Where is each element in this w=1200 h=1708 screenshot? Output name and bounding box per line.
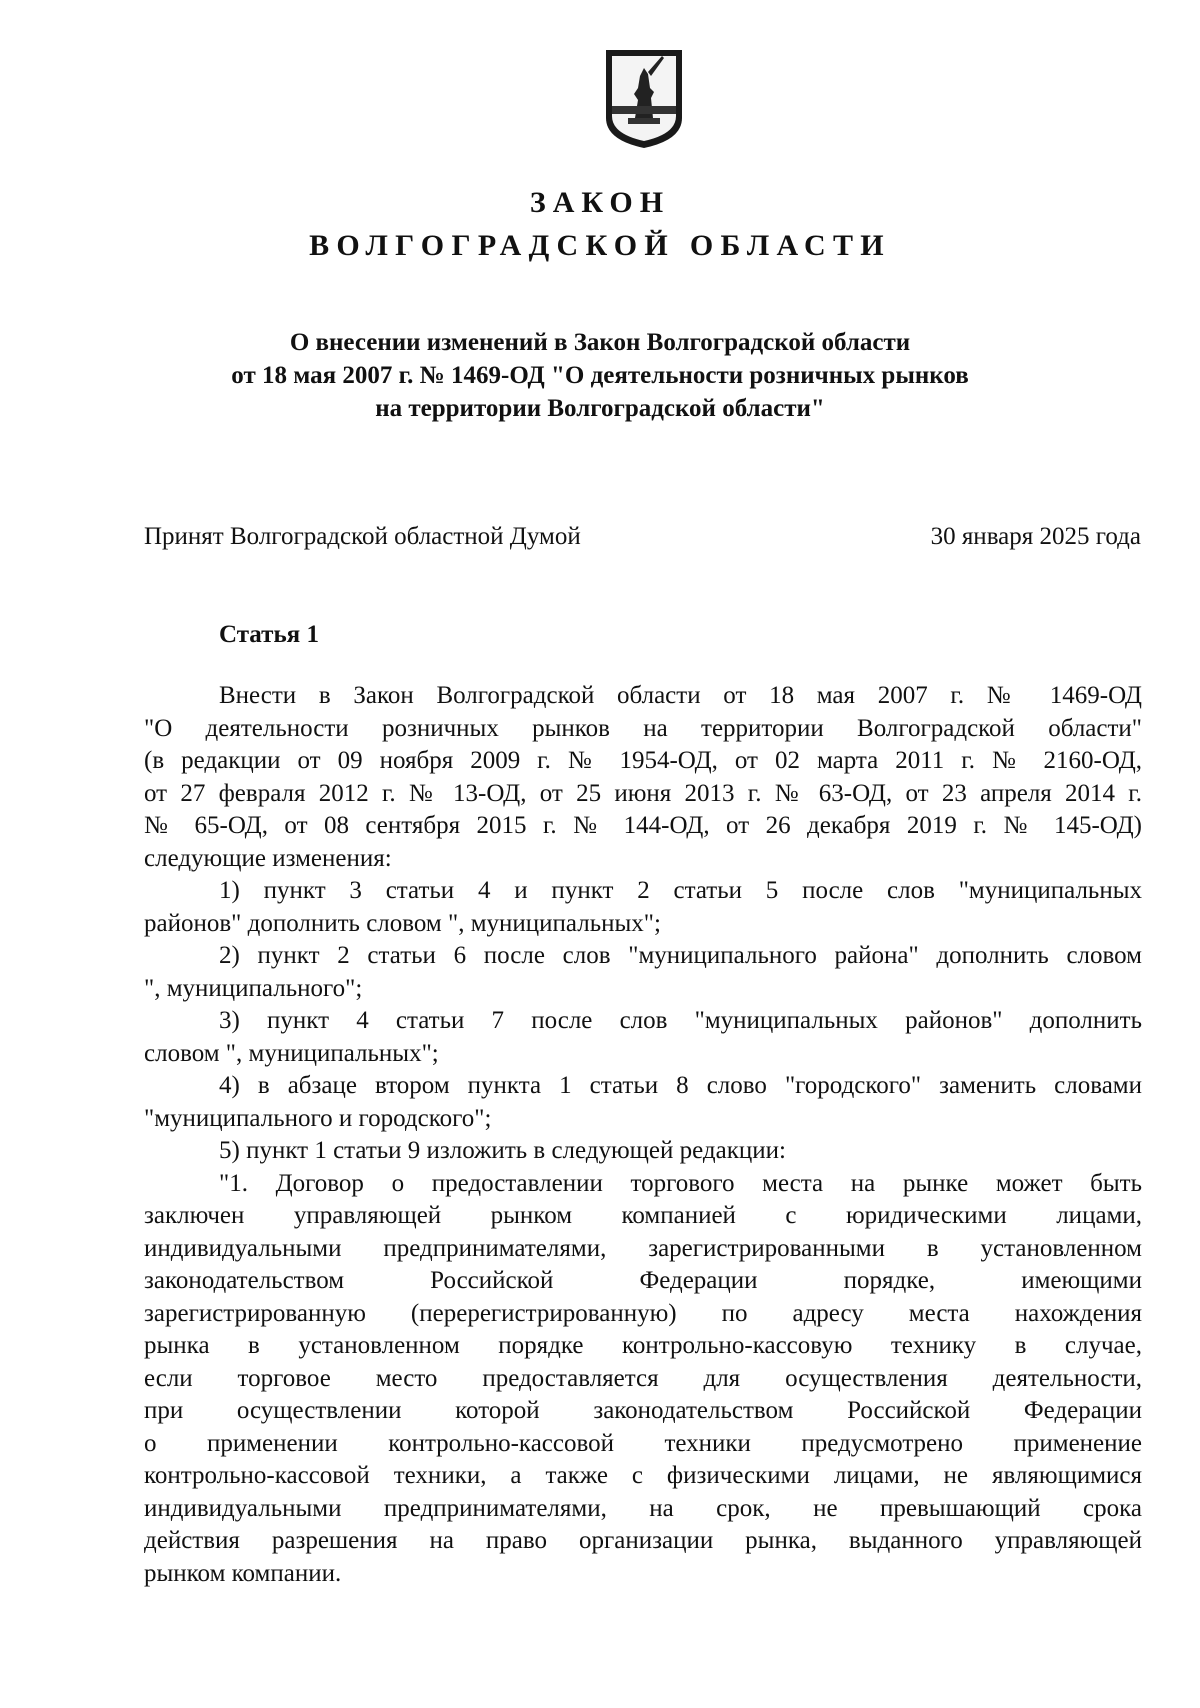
body-line: рынка в установленном порядке контрольно-кассовую технику в случае,	[144, 1332, 1142, 1359]
body-line: 1) пункт 3 статьи 4 и пункт 2 статьи 5 после слов "муниципальных	[219, 877, 1142, 904]
body-line: зарегистрированную (перерегистрированную) по адресу места нахождения	[144, 1299, 1142, 1327]
article-heading: Статья 1	[219, 621, 319, 648]
law-title: ЗАКОН	[529, 186, 671, 219]
body-line: № 65-ОД, от 08 сентября 2015 г. № 144-ОД, от 26 декабря 2019 г. № 145-ОД)	[144, 812, 1142, 839]
body-line: действия разрешения на право организации рынка, выданного управляющей	[144, 1527, 1142, 1554]
law-region-title: ВОЛГОГРАДСКОЙ ОБЛАСТИ	[309, 229, 891, 262]
body-line: рынком компании.	[144, 1559, 342, 1587]
body-line: индивидуальными предпринимателями, на срок, не превышающий срока	[144, 1494, 1142, 1522]
body-line: Внести в Закон Волгоградской области от 18 мая 2007 г. № 1469-ОД	[219, 682, 1142, 709]
volgograd-coat-of-arms-icon	[604, 48, 684, 150]
subtitle-line: от 18 мая 2007 г. № 1469-ОД "О деятельности розничных рынков	[231, 362, 969, 389]
adopted-date: 30 января 2025 года	[930, 523, 1141, 550]
body-line: "О деятельности розничных рынков на территории Волгоградской области"	[144, 714, 1142, 742]
body-line: при осуществлении которой законодательством Российской Федерации	[144, 1397, 1142, 1424]
body-line: 3) пункт 4 статьи 7 после слов "муниципальных районов" дополнить	[219, 1007, 1142, 1034]
body-line: индивидуальными предпринимателями, зарегистрированными в установленном	[144, 1234, 1142, 1262]
body-line: 5) пункт 1 статьи 9 изложить в следующей редакции:	[219, 1137, 786, 1164]
body-line: 4) в абзаце втором пункта 1 статьи 8 слово "городского" заменить словами	[219, 1072, 1142, 1099]
body-line: если торговое место предоставляется для осуществления деятельности,	[144, 1364, 1142, 1392]
body-line: (в редакции от 09 ноября 2009 г. № 1954-ОД, от 02 марта 2011 г. № 2160-ОД,	[144, 747, 1142, 774]
body-line: "муниципального и городского";	[144, 1104, 492, 1132]
body-line: словом ", муниципальных";	[144, 1039, 439, 1067]
body-line: заключен управляющей рынком компанией с юридическими лицами,	[144, 1202, 1142, 1229]
body-line: "1. Договор о предоставлении торгового места на рынке может быть	[219, 1169, 1142, 1197]
subtitle-line: на территории Волгоградской области"	[375, 395, 825, 422]
body-line: контрольно-кассовой техники, а также с физическими лицами, не являющимися	[144, 1462, 1142, 1489]
body-line: ", муниципального";	[144, 974, 363, 1002]
body-line: о применении контрольно-кассовой техники предусмотрено применение	[144, 1429, 1142, 1457]
body-line: районов" дополнить словом ", муниципальных";	[144, 909, 661, 937]
body-line: законодательством Российской Федерации порядке, имеющими	[144, 1267, 1142, 1294]
body-line: следующие изменения:	[144, 844, 392, 872]
body-line: 2) пункт 2 статьи 6 после слов "муниципального района" дополнить словом	[219, 942, 1142, 969]
law-subtitle	[0, 326, 1200, 425]
body-line: от 27 февраля 2012 г. № 13-ОД, от 25 июня 2013 г. № 63-ОД, от 23 апреля 2014 г.	[144, 779, 1142, 807]
adopted-by: Принят Волгоградской областной Думой	[144, 523, 581, 550]
subtitle-line: О внесении изменений в Закон Волгоградской области	[289, 329, 911, 356]
article-body	[144, 680, 1142, 1590]
